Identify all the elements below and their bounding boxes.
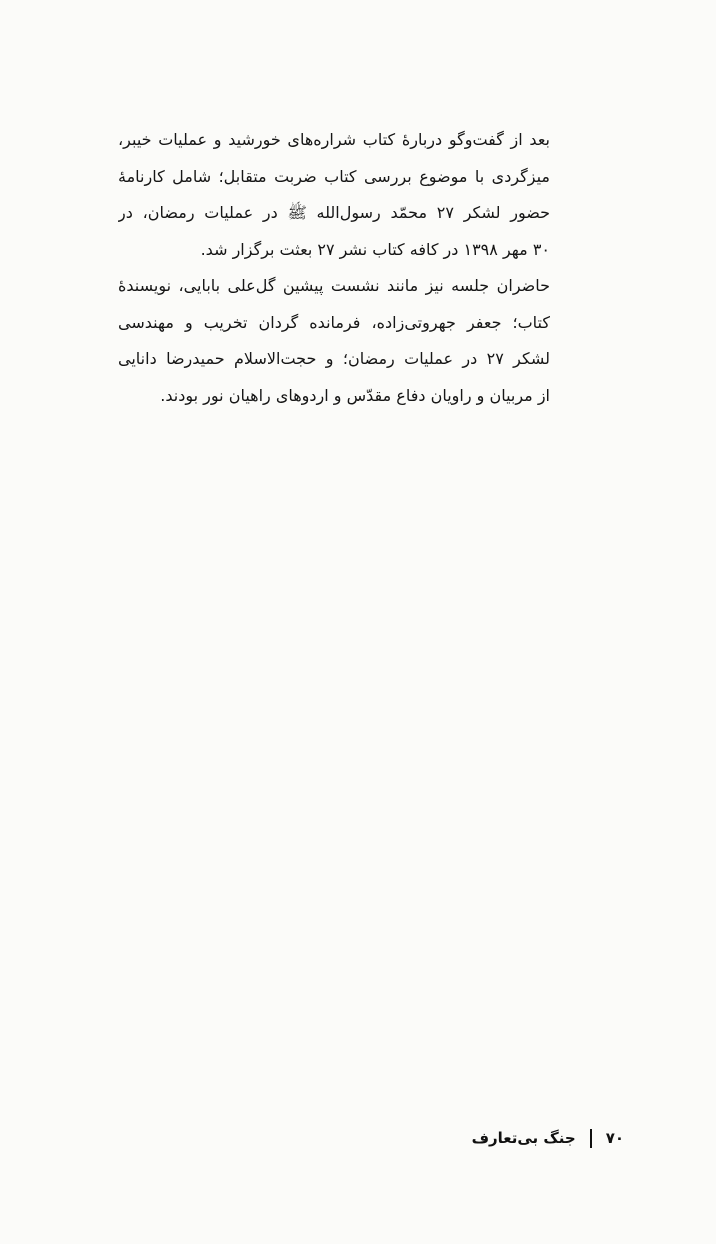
text-line: حضور لشکر ۲۷ محمّد رسول‌الله ﷺ در عملیات رمضان، در — [118, 203, 550, 222]
page-number: ۷۰ — [605, 1129, 624, 1147]
paragraph-1 — [118, 122, 550, 268]
footer-divider — [590, 1129, 592, 1148]
text-line: لشکر ۲۷ در عملیات رمضان؛ و حجت‌الاسلام حمیدرضا دانایی — [118, 349, 550, 368]
body-text — [118, 122, 550, 414]
text-line: ۳۰ مهر ۱۳۹۸ در کافه کتاب نشر ۲۷ بعثت برگزار شد. — [200, 239, 550, 259]
text-line: حاضران جلسه نیز مانند نشست پیشین گل‌علی بابایی، نویسندهٔ — [118, 276, 550, 295]
book-title: جنگ بی‌تعارف — [471, 1129, 576, 1147]
paragraph-2 — [118, 268, 550, 414]
text-line: میزگردی با موضوع بررسی کتاب ضربت متقابل؛ شامل کارنامهٔ — [118, 166, 550, 186]
text-line: بعد از گفت‌وگو دربارهٔ کتاب شراره‌های خورشید و عملیات خیبر، — [118, 130, 550, 149]
text-line: کتاب؛ جعفر جهروتی‌زاده، فرمانده گردان تخریب و مهندسی — [118, 312, 550, 332]
text-line: از مربیان و راویان دفاع مقدّس و اردوهای راهیان نور بودند. — [160, 385, 550, 405]
page-footer — [364, 1123, 624, 1153]
